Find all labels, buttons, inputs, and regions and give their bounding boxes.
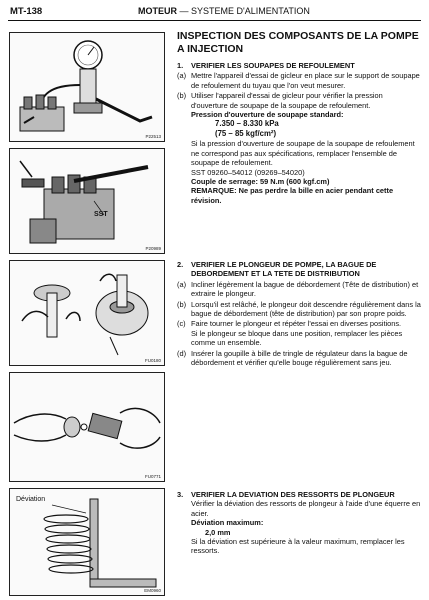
section-title: MOTEUR — SYSTEME D'ALIMENTATION <box>138 6 310 16</box>
figure-plunger-check <box>9 260 165 366</box>
step-2b: (b) Lorsqu'il est relâché, le plongeur doit descendre régulièrement dans la bague de débordement (tête de distribution) par son propre poids. <box>177 299 421 319</box>
deviation-max-value: 2,0 mm <box>205 527 231 537</box>
step-2c-note: Si le plongeur se bloque dans une position, remplacer les pièces comme un ensemble. <box>191 328 403 348</box>
step-1-heading: 1. VERIFIER LES SOUPAPES DE REFOULEMENT <box>177 61 355 70</box>
page-title: INSPECTION DES COMPOSANTS DE LA POMPE A INJECTION <box>177 30 419 55</box>
figure-code: FU0771 <box>144 474 161 479</box>
section-3-block <box>177 484 421 556</box>
figure-code: EM0960 <box>144 588 161 593</box>
step-2c: (c) Faire tourner le plongeur et répéter l'essai en diverses positions. <box>177 319 402 329</box>
page-number: MT-138 <box>10 6 43 17</box>
section-sub: SYSTEME D'ALIMENTATION <box>191 6 310 16</box>
sst-wrench-illustration <box>10 149 164 253</box>
step-3-heading: 3. VERIFIER LA DEVIATION DES RESSORTS DE PLONGEUR <box>177 490 395 499</box>
pressure-kgf: (75 – 85 kgf/cm²) <box>215 129 277 139</box>
section-2-block <box>177 254 421 367</box>
figure-spring-deviation <box>9 488 165 596</box>
deviation-max-label: Déviation maximum: <box>191 518 264 528</box>
pressure-kpa: 7.350 – 8.330 kPa <box>215 119 279 129</box>
plunger-check-illustration <box>10 261 164 365</box>
header-rule <box>8 20 421 21</box>
nozzle-tester-illustration <box>10 33 164 141</box>
remark: REMARQUE: Ne pas perdre la bille en acier pendant cette révision. <box>191 186 394 205</box>
deviation-label: Déviation <box>16 496 46 503</box>
deviation-note: Si la déviation est supérieure à la valeur maximum, remplacer les ressorts. <box>191 537 405 556</box>
figure-governor-ball-pin <box>9 372 165 482</box>
section-1-block <box>177 30 421 205</box>
page-header <box>8 6 421 20</box>
figure-code: FU0180 <box>144 358 161 363</box>
torque-spec: Couple de serrage: 59 N.m (600 kgf.cm) <box>191 177 330 187</box>
pressure-label: Pression d'ouverture de soupape standard: <box>191 110 344 120</box>
figure-code: P20989 <box>145 246 161 251</box>
figure-sst-wrench <box>9 148 165 254</box>
step-2d: (d) Insérer la goupille à bille de tringle de régulateur dans la bague de débordement et vérifier qu'elle bouge régulièrement sans jeu. <box>177 348 408 368</box>
sst-label: SST <box>94 211 108 218</box>
governor-ball-pin-illustration <box>10 373 164 481</box>
sst-number: SST 09260–54012 (09269–54020) <box>191 167 305 177</box>
step-1b: (b) Utiliser l'appareil d'essai de gicleur pour vérifier la pression d'ouverture de soupape de la soupape de refoulement. <box>177 91 383 110</box>
figure-code: P22513 <box>145 134 161 139</box>
step-2a: (a) Incliner légèrement la bague de débordement (Tête de distribution) et extraire le plongeur. <box>177 279 419 299</box>
figure-nozzle-tester <box>9 32 165 142</box>
section-main: MOTEUR <box>138 6 177 16</box>
spring-deviation-illustration <box>10 489 164 595</box>
pressure-note: Si la pression d'ouverture de soupape de la soupape de refoulement ne correspond pas aux spécifications, remplacer l'ensemble de soupape de refoulement. <box>191 139 415 168</box>
step-1a: (a) Mettre l'appareil d'essai de gicleur en place sur le support de soupape de refoulement du tuyau que l'on veut mesurer. <box>177 71 420 90</box>
step-3-text: Vérifier la déviation des ressorts de plongeur à l'aide d'une équerre en acier. <box>191 499 421 518</box>
step-2-heading: 2. VERIFIER LE PLONGEUR DE POMPE, LA BAGUE DE DEBORDEMENT ET LA TETE DE DISTRIBUTION <box>177 260 377 279</box>
